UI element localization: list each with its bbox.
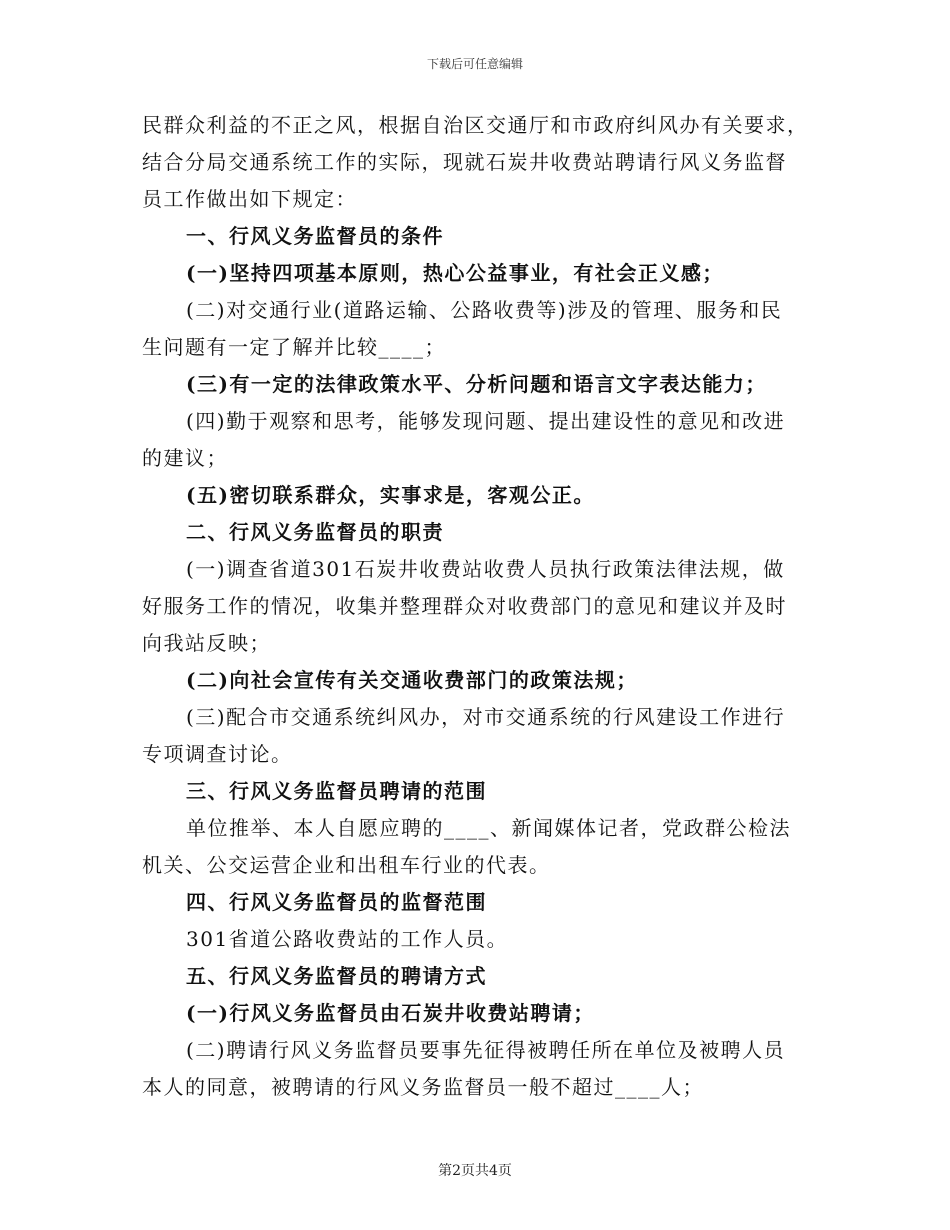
paragraph-line: (二)聘请行风义务监督员要事先征得被聘任所在单位及被聘人员	[186, 1038, 786, 1062]
paragraph-line: 员工作做出如下规定：	[142, 187, 357, 211]
section-heading-line: 四、行风义务监督员的监督范围	[186, 890, 487, 914]
section-heading-line: 一、行风义务监督员的条件	[186, 224, 444, 248]
section-heading-line: (三)有一定的法律政策水平、分析问题和语言文字表达能力；	[186, 372, 767, 396]
paragraph-line: 单位推举、本人自愿应聘的____、新闻媒体记者，党政群公检法	[186, 816, 791, 840]
section-heading-line: 三、行风义务监督员聘请的范围	[186, 779, 487, 803]
section-heading-line: (五)密切联系群众，实事求是，客观公正。	[186, 483, 595, 507]
paragraph-line: 向我站反映；	[142, 631, 271, 655]
section-heading-line: 二、行风义务监督员的职责	[186, 520, 444, 544]
page-header: 下载后可任意编辑	[426, 57, 523, 71]
paragraph-line: 生问题有一定了解并比较____；	[142, 335, 446, 359]
page-footer: 第2页共4页	[438, 1163, 512, 1179]
paragraph-line: (一)调查省道301石炭井收费站收费人员执行政策法律法规，做	[186, 557, 785, 581]
document-body	[142, 107, 809, 1106]
paragraph-line: (二)对交通行业(道路运输、公路收费等)涉及的管理、服务和民	[186, 298, 783, 322]
paragraph-line: (三)配合市交通系统纠风办，对市交通系统的行风建设工作进行	[186, 705, 786, 729]
paragraph-line: (四)勤于观察和思考，能够发现问题、提出建设性的意见和改进	[186, 409, 786, 433]
paragraph-line: 301省道公路收费站的工作人员。	[186, 927, 509, 951]
section-heading-line: 五、行风义务监督员的聘请方式	[186, 964, 487, 988]
paragraph-line: 好服务工作的情况，收集并整理群众对收费部门的意见和建议并及时	[142, 594, 787, 618]
paragraph-line: 机关、公交运营企业和出租车行业的代表。	[142, 853, 551, 877]
paragraph-line: 专项调查讨论。	[142, 742, 293, 766]
paragraph-line: 本人的同意，被聘请的行风义务监督员一般不超过____人；	[142, 1075, 704, 1099]
paragraph-line: 结合分局交通系统工作的实际，现就石炭井收费站聘请行风义务监督	[142, 150, 787, 174]
section-heading-line: (一)行风义务监督员由石炭井收费站聘请；	[186, 1001, 595, 1025]
section-heading-line: (一)坚持四项基本原则，热心公益事业，有社会正义感；	[186, 261, 724, 285]
paragraph-line: 民群众利益的不正之风，根据自治区交通厅和市政府纠风办有关要求，	[142, 113, 809, 137]
section-heading-line: (二)向社会宣传有关交通收费部门的政策法规；	[186, 668, 638, 692]
paragraph-line: 的建议；	[142, 446, 228, 470]
